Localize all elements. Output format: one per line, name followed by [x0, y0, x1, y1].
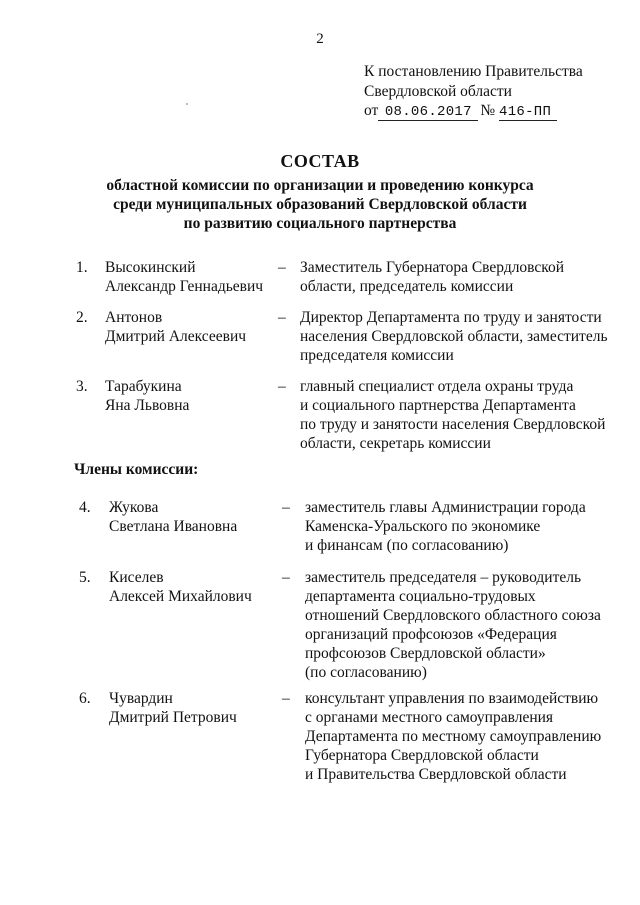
member-given-names: Дмитрий Алексеевич [105, 328, 247, 345]
approval-line-1: К постановлению Правительства [364, 63, 583, 80]
role-line: и финансам (по согласованию) [305, 537, 509, 554]
role-line: Каменска-Уральского по экономике [305, 518, 541, 535]
member-role [305, 568, 625, 682]
item-number: 1. [76, 259, 88, 276]
member-name [105, 308, 275, 346]
member-name [105, 258, 275, 296]
dash-separator: – [282, 690, 290, 707]
role-line: и социального партнерства Департамента [300, 397, 576, 414]
role-line: населения Свердловской области, заместитель [300, 328, 608, 345]
approval-line-2: Свердловской области [364, 82, 512, 100]
title-heading: СОСТАВ [280, 151, 360, 171]
item-number: 2. [76, 309, 88, 326]
role-line: департамента социально-трудовых [305, 588, 536, 605]
member-given-names: Дмитрий Петрович [109, 709, 237, 726]
member-given-names: Светлана Ивановна [109, 518, 238, 535]
role-line: председателя комиссии [300, 347, 454, 364]
role-line: Заместитель Губернатора Свердловской [300, 259, 565, 276]
member-given-names: Александр Геннадьевич [105, 278, 264, 295]
title-line-2: среди муниципальных образований Свердловской области [113, 196, 527, 213]
document-title [0, 150, 640, 233]
title-line-3: по развитию социального партнерства [183, 215, 457, 232]
member-name [105, 377, 275, 415]
member-name [109, 498, 279, 536]
member-role [305, 689, 625, 784]
member-surname: Антонов [105, 309, 163, 326]
dash-separator: – [278, 378, 286, 395]
dash-separator: – [278, 259, 286, 276]
role-line: Губернатора Свердловской области [305, 747, 539, 764]
page-number: 2 [316, 31, 324, 47]
item-number: 5. [79, 569, 91, 586]
role-line: заместитель председателя – руководитель [305, 569, 582, 586]
dash-separator: – [278, 309, 286, 326]
approval-number-prefix: № [480, 102, 496, 119]
approval-date-line [364, 101, 624, 121]
approval-from-prefix: от [364, 102, 379, 119]
member-role [300, 377, 620, 453]
members-section-label: Члены комиссии: [74, 461, 199, 478]
approval-date: 08.06.2017 [378, 105, 478, 121]
dash-separator: – [282, 569, 290, 586]
role-line: консультант управления по взаимодействию [305, 690, 599, 707]
member-name [109, 689, 279, 727]
member-name [109, 568, 279, 606]
member-role [300, 308, 620, 365]
member-surname: Высокинский [105, 259, 196, 276]
item-number: 4. [79, 499, 91, 516]
role-line: организаций профсоюзов «Федерация [305, 626, 557, 643]
member-given-names: Яна Львовна [105, 397, 190, 414]
approval-number: 416-ПП [499, 105, 557, 121]
approval-block [364, 62, 624, 121]
role-line: и Правительства Свердловской области [305, 766, 567, 783]
role-line: (по согласованию) [305, 664, 427, 681]
title-line-1: областной комиссии по организации и проведению конкурса [106, 177, 534, 194]
item-number: 3. [76, 378, 88, 395]
role-line: по труду и занятости населения Свердловской [300, 416, 606, 433]
dash-separator: – [282, 499, 290, 516]
member-surname: Киселев [109, 569, 164, 586]
role-line: области, председатель комиссии [300, 278, 514, 295]
member-surname: Жукова [109, 499, 159, 516]
role-line: заместитель главы Администрации города [305, 499, 586, 516]
scan-speck [186, 103, 188, 105]
role-line: отношений Свердловского областного союза [305, 607, 601, 624]
member-role [300, 258, 620, 296]
member-role [305, 498, 625, 555]
member-surname: Чувардин [109, 690, 173, 707]
member-given-names: Алексей Михайлович [109, 588, 252, 605]
role-line: Департамента по местному самоуправлению [305, 728, 602, 745]
member-surname: Тарабукина [105, 378, 182, 395]
role-line: Директор Департамента по труду и занятости [300, 309, 602, 326]
role-line: с органами местного самоуправления [305, 709, 554, 726]
role-line: главный специалист отдела охраны труда [300, 378, 574, 395]
item-number: 6. [79, 690, 91, 707]
role-line: профсоюзов Свердловской области» [305, 645, 546, 662]
role-line: области, секретарь комиссии [300, 435, 491, 452]
